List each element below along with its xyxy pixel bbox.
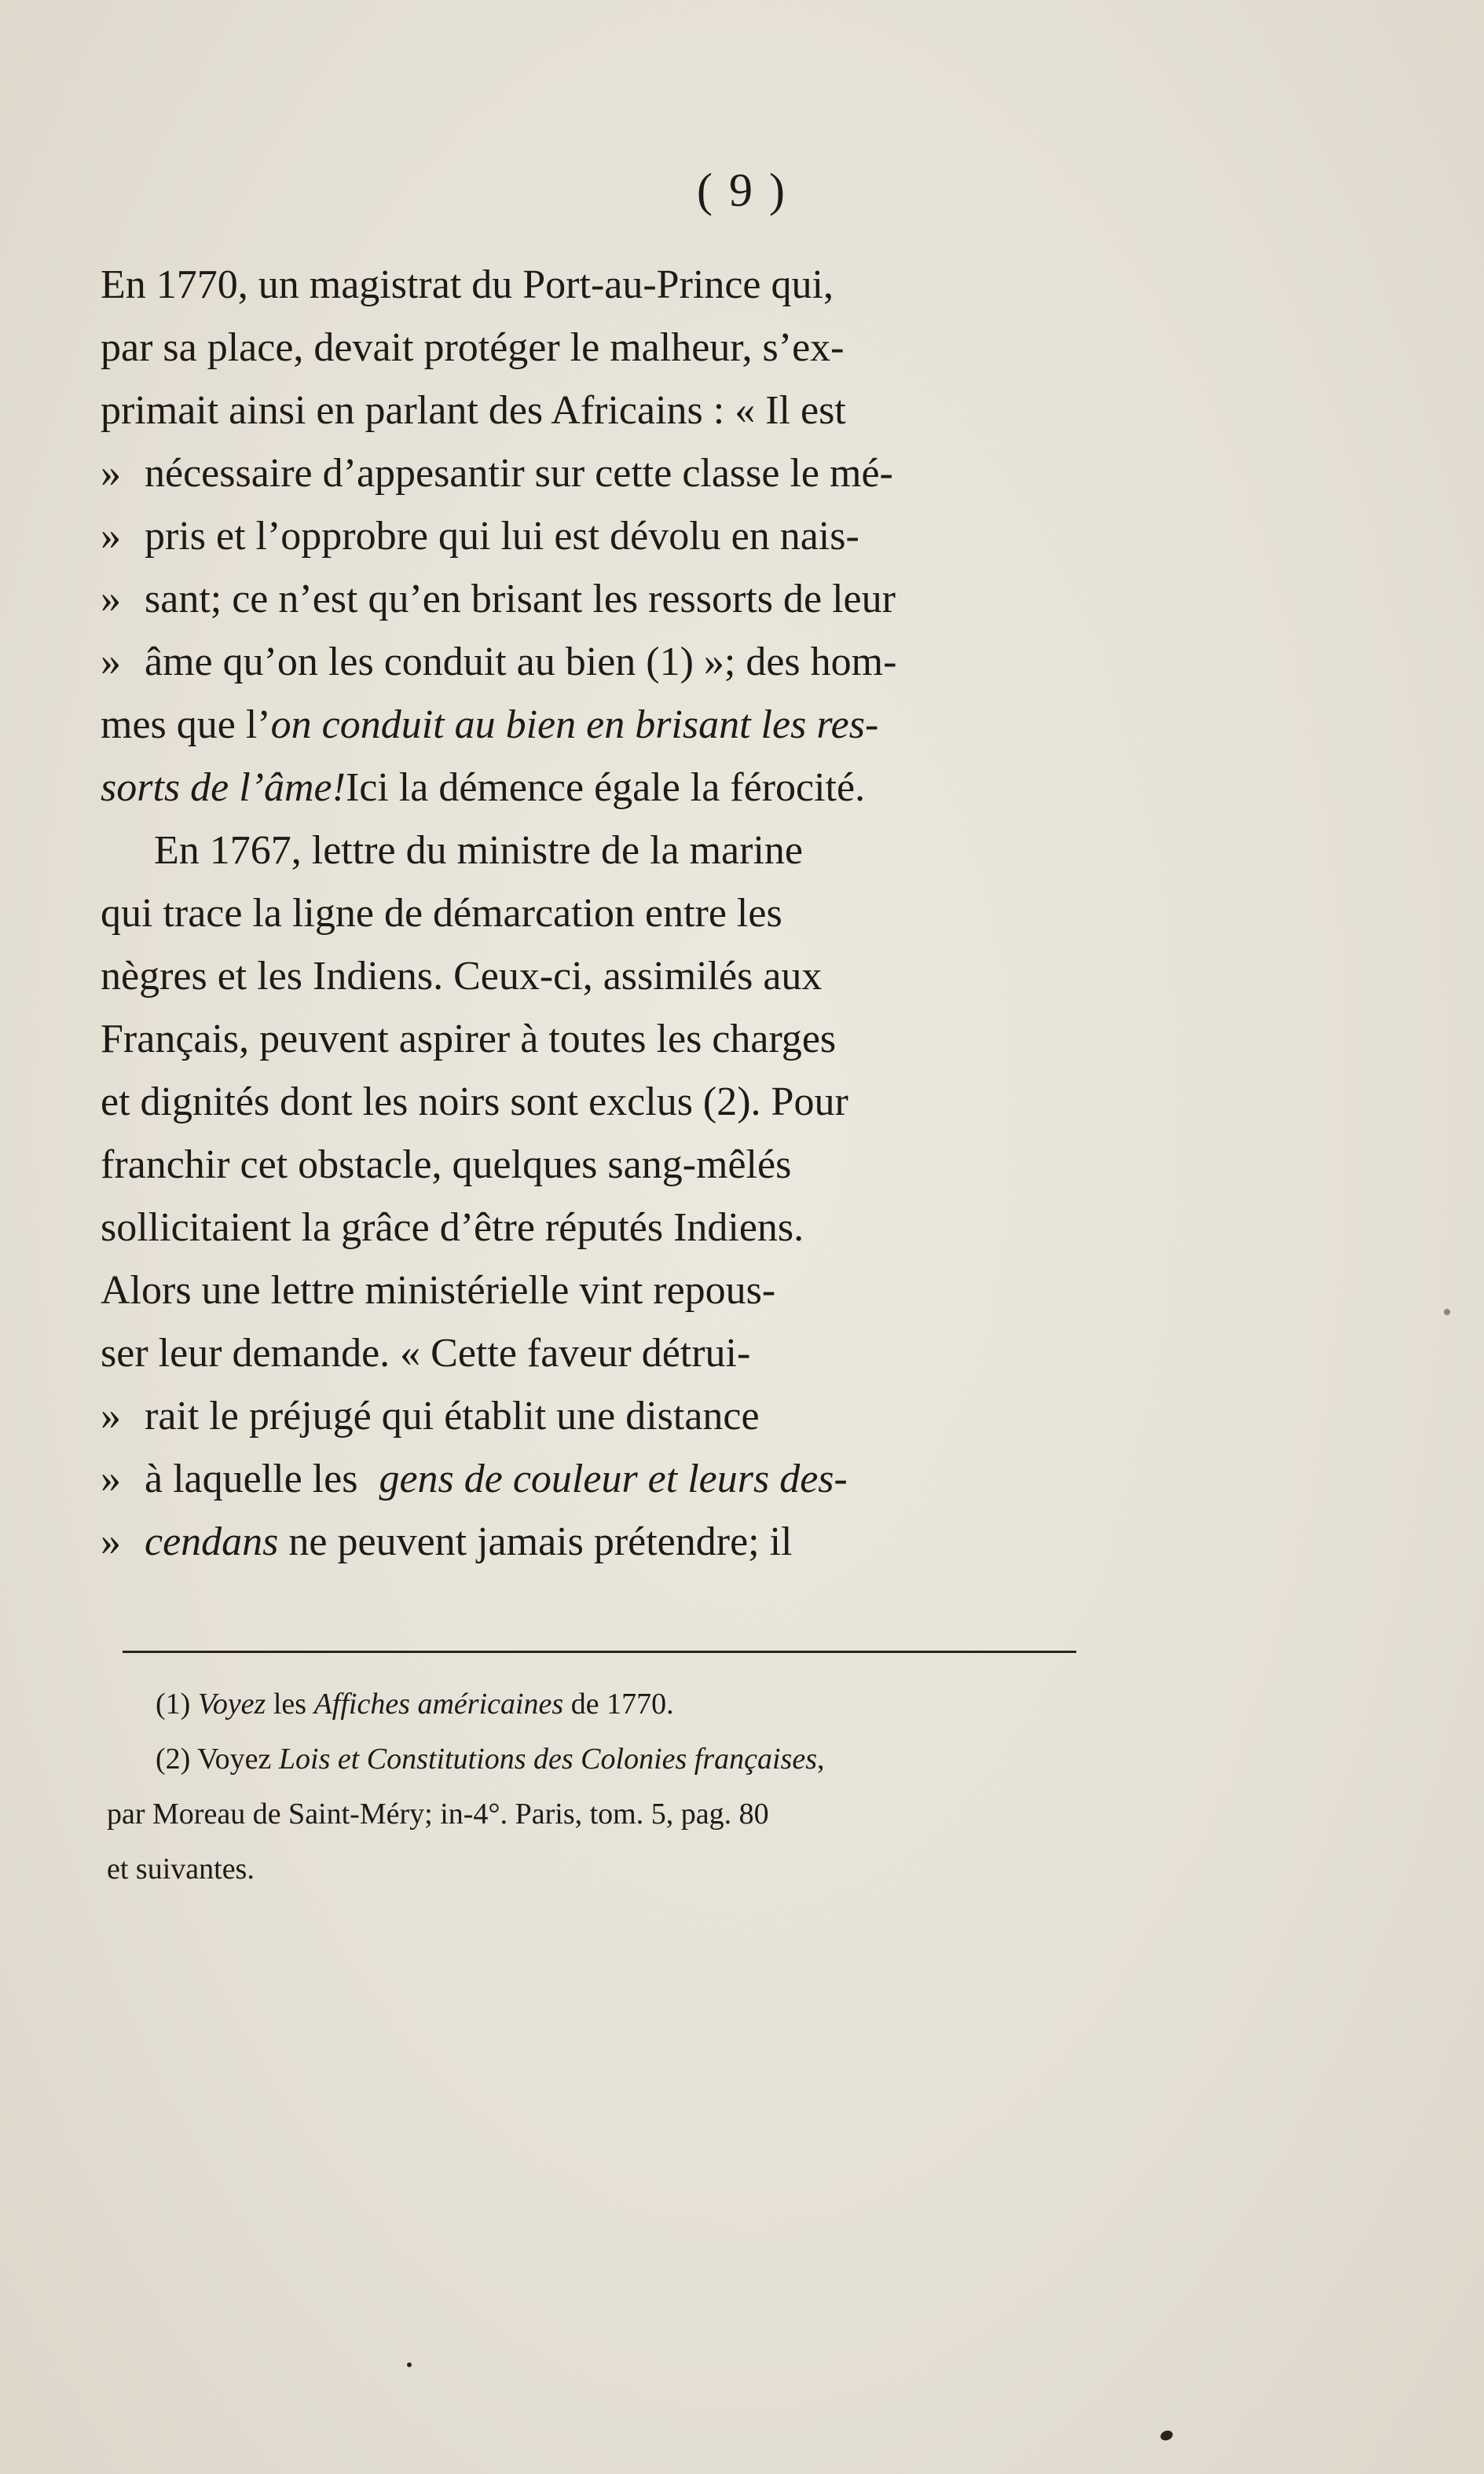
text-line bbox=[101, 1459, 1076, 1500]
text-line bbox=[101, 1333, 1076, 1374]
quote-mark: » bbox=[101, 577, 121, 621]
text-line bbox=[101, 1270, 1076, 1311]
text-line bbox=[154, 830, 1076, 871]
quote-mark: » bbox=[101, 1519, 121, 1564]
text-segment: par sa place, devait protéger le malheur, s’ex- bbox=[101, 325, 845, 370]
footnote-segment: les bbox=[266, 1688, 314, 1721]
page-number: ( 9 ) bbox=[697, 164, 787, 216]
footnote-segment: (2) Voyez bbox=[156, 1743, 279, 1776]
footnote-continuation bbox=[107, 1854, 1076, 1884]
text-line bbox=[101, 1519, 1076, 1564]
text-segment: En 1770, un magistrat du Port-au-Prince qui, bbox=[101, 262, 834, 307]
text-segment: rait le préjugé qui établit une distance bbox=[145, 1394, 760, 1439]
text-segment: âme qu’on les conduit au bien (1) »; des hom- bbox=[145, 640, 897, 684]
text-segment: sollicitaient la grâce d’être réputés Indiens. bbox=[101, 1205, 804, 1250]
text-segment: à laquelle les bbox=[145, 1457, 368, 1501]
footnote-italic-segment: Lois et Constitutions des Colonies françaises bbox=[278, 1743, 818, 1776]
text-segment: Alors une lettre ministérielle vint repous- bbox=[101, 1268, 776, 1313]
quote-mark: » bbox=[101, 640, 121, 684]
quote-mark: » bbox=[101, 451, 121, 496]
footnote bbox=[156, 1689, 1076, 1719]
text-segment: primait ainsi en parlant des Africains : « Il est bbox=[101, 388, 846, 433]
text-line bbox=[101, 1142, 1076, 1187]
footnote-continuation bbox=[107, 1799, 1076, 1829]
text-segment: nécessaire d’appesantir sur cette classe le mé- bbox=[145, 451, 893, 496]
ink-blot bbox=[1159, 2429, 1174, 2443]
text-line bbox=[101, 390, 1076, 431]
text-line bbox=[101, 262, 1076, 307]
paper-speck bbox=[1444, 1309, 1450, 1315]
footnote-segment: par Moreau de Saint-Méry; in-4°. Paris, tom. 5, pag. 80 bbox=[107, 1798, 769, 1831]
footnote-segment: de 1770. bbox=[563, 1688, 674, 1721]
text-segment: Français, peuvent aspirer à toutes les charges bbox=[101, 1017, 837, 1061]
italic-text-segment: cendans bbox=[145, 1519, 279, 1564]
footnote bbox=[156, 1744, 1076, 1774]
text-line bbox=[101, 453, 1076, 494]
text-line bbox=[101, 516, 1076, 557]
text-segment: Ici la démence égale la férocité. bbox=[345, 765, 866, 810]
text-segment: ne peuvent jamais prétendre; il bbox=[278, 1519, 793, 1564]
quote-mark: » bbox=[101, 1394, 121, 1439]
footnote-italic-segment: Voyez bbox=[197, 1688, 266, 1721]
text-line bbox=[101, 1396, 1076, 1437]
text-segment: sant; ce n’est qu’en brisant les ressorts de leur bbox=[145, 577, 896, 621]
italic-text-segment: on conduit au bien en brisant les res- bbox=[270, 702, 879, 747]
text-line bbox=[101, 1079, 1076, 1124]
text-line bbox=[101, 893, 1076, 934]
italic-text-segment: gens de couleur et leurs des- bbox=[379, 1457, 848, 1501]
footnote-segment: , bbox=[817, 1743, 825, 1776]
text-segment: pris et l’opprobre qui lui est dévolu en nais- bbox=[145, 514, 859, 559]
text-line bbox=[101, 765, 1076, 810]
text-line bbox=[101, 1019, 1076, 1060]
quote-mark: » bbox=[101, 514, 121, 559]
text-line bbox=[101, 579, 1076, 620]
text-line bbox=[101, 642, 1076, 683]
footnote-italic-segment: Affiches américaines bbox=[313, 1688, 564, 1721]
paper-speck bbox=[407, 2362, 412, 2367]
quote-mark: » bbox=[101, 1457, 121, 1501]
text-segment: En 1767, lettre du ministre de la marine bbox=[154, 828, 803, 873]
text-segment: franchir cet obstacle, quelques sang-mêlés bbox=[101, 1142, 792, 1187]
text-segment: qui trace la ligne de démarcation entre les bbox=[101, 891, 782, 936]
text-line bbox=[101, 325, 1076, 370]
text-segment: et dignités dont les noirs sont exclus (2). Pour bbox=[101, 1079, 848, 1124]
text-segment: mes que l’ bbox=[101, 702, 271, 747]
text-segment: nègres et les Indiens. Ceux-ci, assimilés aux bbox=[101, 954, 823, 999]
text-line bbox=[101, 1205, 1076, 1250]
italic-text-segment: sorts de l’âme! bbox=[101, 765, 346, 810]
text-segment: ser leur demande. « Cette faveur détrui- bbox=[101, 1331, 751, 1376]
text-line bbox=[101, 702, 1076, 747]
footnote-segment: et suivantes. bbox=[107, 1853, 255, 1886]
text-line bbox=[101, 956, 1076, 997]
footnote-segment: (1) bbox=[156, 1688, 198, 1721]
footnote-rule bbox=[123, 1651, 1076, 1653]
